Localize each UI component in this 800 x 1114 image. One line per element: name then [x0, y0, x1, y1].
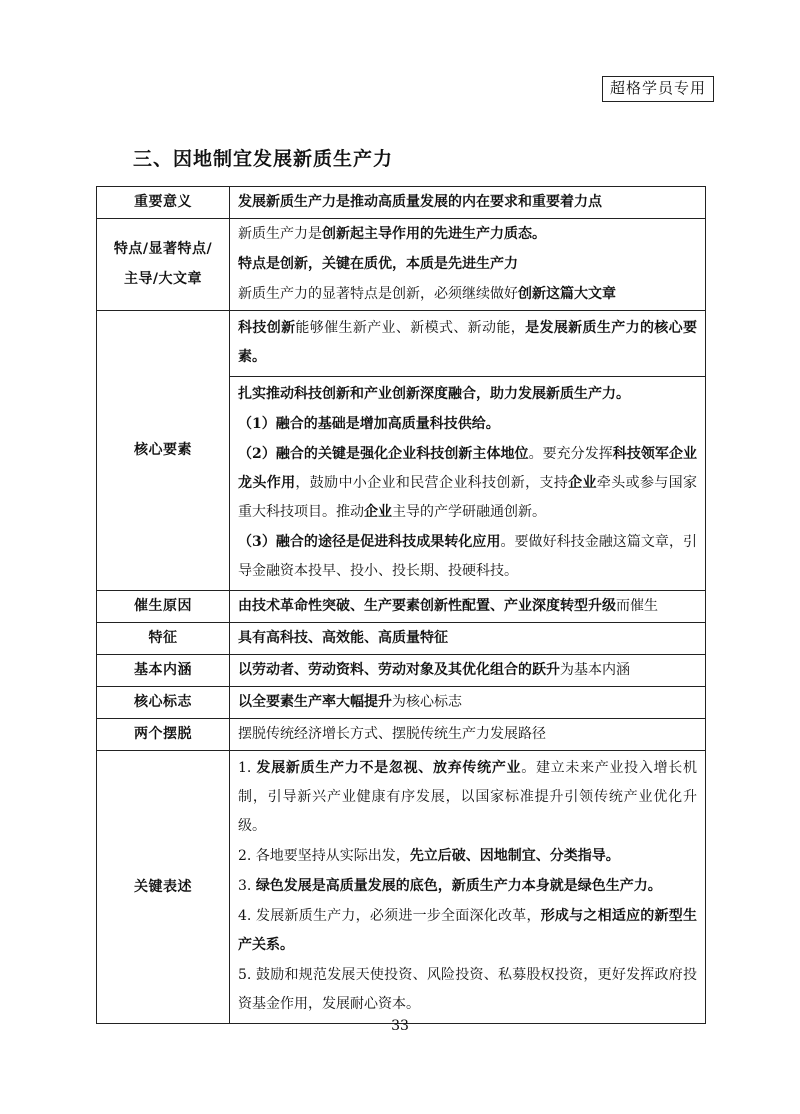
row-core-elements [97, 311, 706, 591]
row-value: 以全要素生产率大幅提升为核心标志 [230, 687, 706, 719]
row-label: 两个摆脱 [97, 719, 230, 751]
row-value: 新质生产力是创新起主导作用的先进生产力质态。 特点是创新，关键在质优，本质是先进生产力 新质生产力的显著特点是创新，必须继续做好创新这篇大文章 [230, 219, 706, 311]
row-value: 以劳动者、劳动资料、劳动对象及其优化组合的跃升为基本内涵 [230, 655, 706, 687]
row-label: 催生原因 [97, 591, 230, 623]
row-value: 1. 发展新质生产力不是忽视、放弃传统产业。建立未来产业投入增长机制，引导新兴产业健康有序发展，以国家标准提升引领传统产业优化升级。 2. 各地要坚持从实际出发，先立后破、因地制宜、分类指导。 3. 绿色发展是高质量发展的底色，新质生产力本身就是绿色生产力。 4. 发展新质生产力，必须进一步全面深化改革，形成与之相适应的新型生产关系。 5. 鼓励和规范发展天使投资、风险投资、私募股权投资，更好发挥政府投资基金作用，发展耐心资本。 [230, 751, 706, 1024]
row-cause [97, 591, 706, 623]
row-label: 基本内涵 [97, 655, 230, 687]
row-connotation [97, 655, 706, 687]
exclusive-use-stamp: 超格学员专用 [602, 76, 714, 102]
row-label: 特征 [97, 623, 230, 655]
row-value: 科技创新能够催生新产业、新模式、新动能，是发展新质生产力的核心要素。 扎实推动科技创新和产业创新深度融合，助力发展新质生产力。 （1）融合的基础是增加高质量科技供给。 （2）融合的关键是强化企业科技创新主体地位。要充分发挥科技领军企业龙头作用，鼓励中小企业和民营企业科技创新，支持企业牵头或参与国家重大科技项目。推动企业主导的产学研融通创新。 （3）融合的途径是促进科技成果转化应用。要做好科技金融这篇文章，引导金融资本投早、投小、投长期、投硬科技。 [230, 311, 706, 591]
row-trait [97, 623, 706, 655]
row-key-statements [97, 751, 706, 1024]
section-title: 三、因地制宜发展新质生产力 [133, 148, 394, 170]
row-features [97, 219, 706, 311]
row-significance [97, 187, 706, 219]
page-number: 33 [391, 1018, 409, 1034]
inner-divider [230, 376, 705, 377]
row-label: 关键表述 [97, 751, 230, 1024]
row-value: 由技术革命性突破、生产要素创新性配置、产业深度转型升级而催生 [230, 591, 706, 623]
row-value: 摆脱传统经济增长方式、摆脱传统生产力发展路径 [230, 719, 706, 751]
row-value: 具有高科技、高效能、高质量特征 [230, 623, 706, 655]
row-label: 特点/显著特点/ 主导/大文章 [97, 219, 230, 311]
row-two-sheds [97, 719, 706, 751]
row-label: 重要意义 [97, 187, 230, 219]
summary-table [96, 186, 706, 1024]
row-label: 核心标志 [97, 687, 230, 719]
row-core-mark [97, 687, 706, 719]
row-label: 核心要素 [97, 311, 230, 591]
row-value: 发展新质生产力是推动高质量发展的内在要求和重要着力点 [230, 187, 706, 219]
